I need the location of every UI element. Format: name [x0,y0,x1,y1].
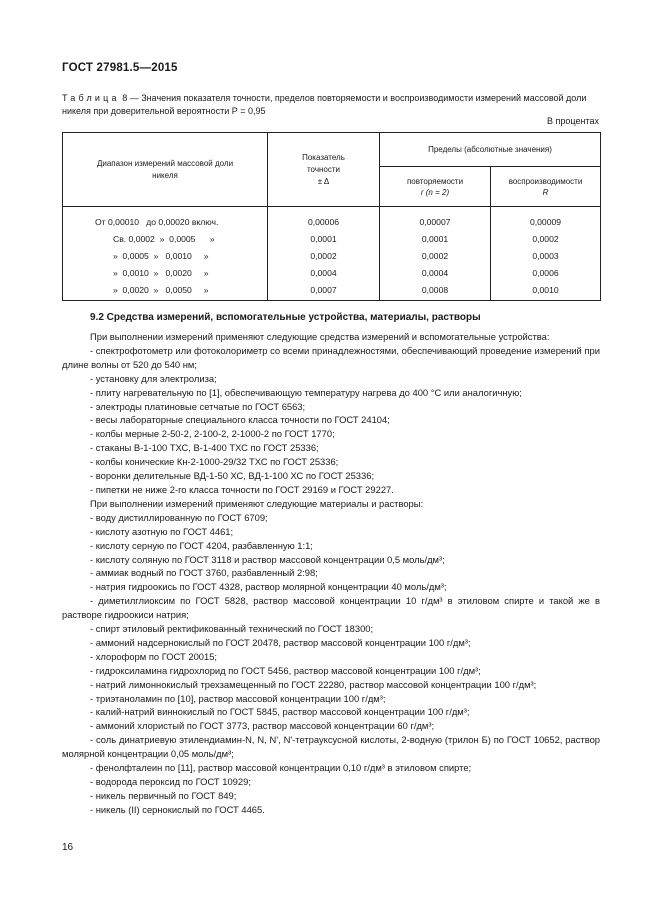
cell-repeat: 0,0002 [380,247,491,264]
paragraph: - фенолфталеин по [11], раствор массовой концентрации 0,10 г/дм³ в этиловом спирте; [90,762,472,774]
unit-note: В процентах [547,116,599,126]
col-repeat-header: повторяемости r (n = 2) [380,167,491,207]
cell-repeat: 0,0008 [380,281,491,301]
cell-repro: 0,0006 [491,264,601,281]
paragraph: - воронки делительные ВД-1-50 ХС, ВД-1-100 ХС по ГОСТ 25336; [90,470,375,482]
cell-accuracy: 0,0007 [268,281,380,301]
body-text [62,330,600,817]
paragraph: - весы лабораторные специального класса точности по ГОСТ 24104; [90,414,390,426]
paragraph: - электроды платиновые сетчатые по ГОСТ 6563; [90,400,306,412]
paragraph: - кислоту соляную по ГОСТ 3118 и раствор массовой концентрации 0,5 моль/дм³; [90,553,445,565]
cell-range: » 0,0010 » 0,0020 » [63,264,268,281]
cell-repro: 0,00009 [491,207,601,231]
paragraph: - колбы конические Кн-2-1000-29/32 ТХС по ГОСТ 25336; [90,456,339,468]
table-row [63,247,601,264]
table-caption [62,92,600,118]
table-caption-number: 8 [122,93,128,103]
paragraph: - кислоту азотную по ГОСТ 4461; [90,525,234,537]
paragraph: - стаканы В-1-100 ТХС, В-1-400 ТХС по ГОСТ 25336; [90,442,319,454]
paragraph: - аммиак водный по ГОСТ 3760, разбавленный 2:98; [90,567,318,579]
data-table [62,132,601,301]
col-accuracy-header: Показатель точности ± Δ [268,133,380,207]
paragraph: - колбы мерные 2-50-2, 2-100-2, 2-1000-2 по ГОСТ 1770; [90,428,335,440]
cell-accuracy: 0,0004 [268,264,380,281]
paragraph: - аммоний хлористый по ГОСТ 3773, раствор массовой концентрации 60 г/дм³; [90,720,435,732]
cell-range: От 0,00010 до 0,00020 включ. [63,207,268,231]
paragraph: - спектрофотометр или фотоколориметр со всеми принадлежностями, обеспечивающий проведение измерений при длине волны от 520 до 540 нм; [62,344,600,370]
paragraph: - кислоту серную по ГОСТ 4204, разбавленную 1:1; [90,539,313,551]
table-caption-text: — Значения показателя точности, пределов повторяемости и воспроизводимости измерений массовой доли никеля при доверительной вероятности Р = 0,95 [62,93,587,116]
paragraph: - пипетки не ниже 2-го класса точности по ГОСТ 29169 и ГОСТ 29227. [90,483,394,495]
section-title: 9.2 Средства измерений, вспомогательные устройства, материалы, растворы [90,312,481,323]
paragraph: - установку для электролиза; [90,372,217,384]
paragraph: - воду дистиллированную по ГОСТ 6709; [90,511,268,523]
paragraph: - калий-натрий виннокислый по ГОСТ 5845, раствор массовой концентрации 100 г/дм³; [90,706,470,718]
page-number: 16 [62,842,74,853]
cell-accuracy: 0,00006 [268,207,380,231]
paragraph: - соль динатриевую этилендиамин-N, N, N', N'-тетрауксусной кислоты, 2-водную (трилон Б) по ГОСТ 10652, раствор молярной концентрации 0,05 моль/дм³; [62,734,600,760]
paragraph: - натрий лимоннокислый трехзамещенный по ГОСТ 22280, раствор массовой концентрации 100 г/дм³; [90,678,537,690]
paragraph: - водорода пероксид по ГОСТ 10929; [90,776,251,787]
paragraph: - спирт этиловый ректификованный технический по ГОСТ 18300; [90,623,374,635]
document-header: ГОСТ 27981.5—2015 [62,62,178,74]
paragraph: При выполнении измерений применяют следующие средства измерений и вспомогательные устройства: [90,331,550,342]
table-row [63,281,601,301]
paragraph: - плиту нагревательную по [1], обеспечивающую температуру нагрева до 400 °С или аналогичную; [90,386,522,398]
paragraph: - аммоний надсернокислый по ГОСТ 20478, раствор массовой концентрации 100 г/дм³; [90,636,471,648]
cell-range: » 0,0005 » 0,0010 » [63,247,268,264]
table-row [63,207,601,231]
col-repro-header: воспроизводимости R [491,167,601,207]
paragraph: - триэтаноламин по [10], раствор массовой концентрации 100 г/дм³; [90,692,386,704]
table-row [63,230,601,247]
cell-repro: 0,0002 [491,230,601,247]
paragraph: При выполнении измерений применяют следующие материалы и растворы: [90,497,424,509]
cell-repro: 0,0010 [491,281,601,301]
paragraph: - гидроксиламина гидрохлорид по ГОСТ 5456, раствор массовой концентрации 100 г/дм³; [90,664,481,676]
paragraph: - никель (II) сернокислый по ГОСТ 4465. [90,803,265,815]
table-caption-label: Таблица [62,93,120,103]
cell-accuracy: 0,0001 [268,230,380,247]
cell-repeat: 0,0004 [380,264,491,281]
paragraph: - натрия гидроокись по ГОСТ 4328, раствор молярной концентрации 40 моль/дм³; [90,581,447,593]
paragraph: - никель первичный по ГОСТ 849; [90,789,237,801]
paragraph: - хлороформ по ГОСТ 20015; [90,650,218,662]
cell-range: » 0,0020 » 0,0050 » [63,281,268,301]
cell-repeat: 0,00007 [380,207,491,231]
paragraph: - диметилглиоксим по ГОСТ 5828, раствор массовой концентрации 10 г/дм³ в этиловом спирте и такой же в растворе гидроокиси натрия; [62,595,600,621]
cell-repro: 0,0003 [491,247,601,264]
cell-repeat: 0,0001 [380,230,491,247]
cell-accuracy: 0,0002 [268,247,380,264]
table-row [63,264,601,281]
col-limits-header: Пределы (абсолютные значения) [380,133,601,167]
cell-range: Св. 0,0002 » 0,0005 » [63,230,268,247]
col-range-header: Диапазон измерений массовой доли никеля [63,133,268,207]
